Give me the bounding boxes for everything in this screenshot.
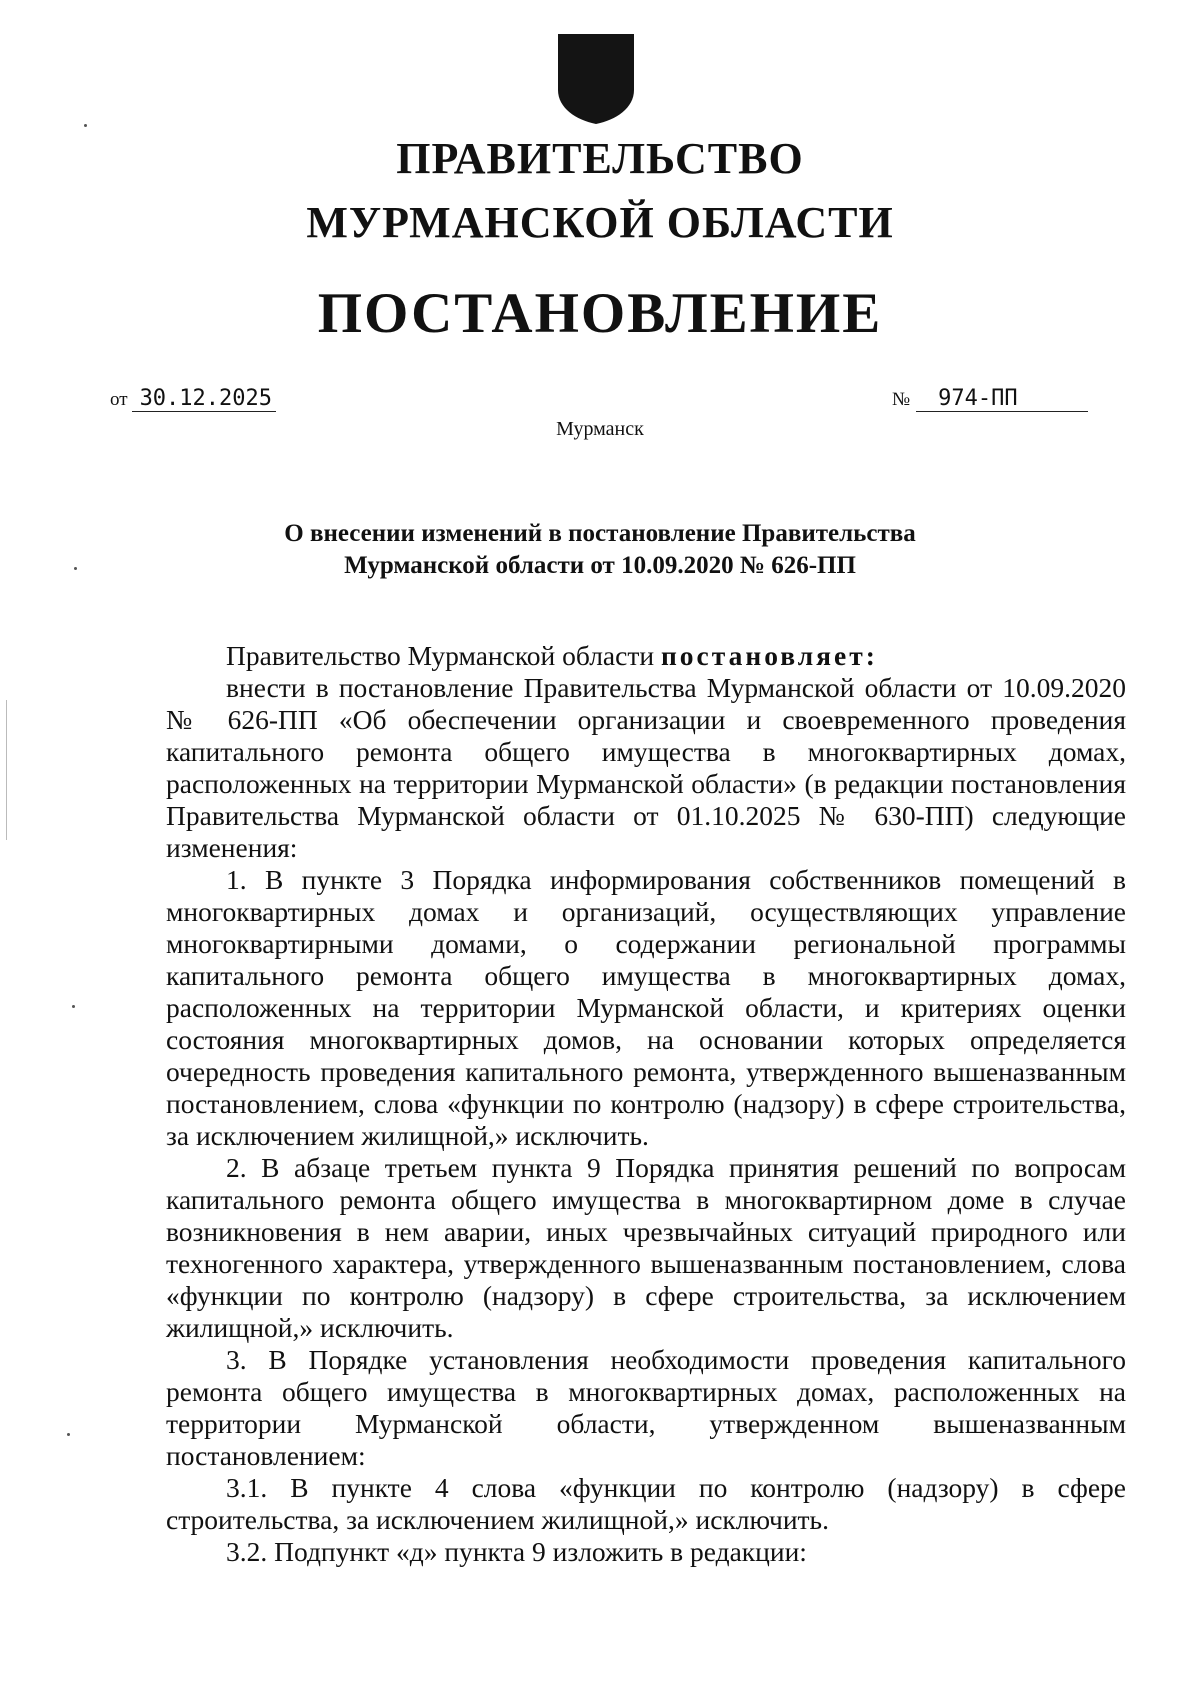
date-value: 30.12.2025 xyxy=(132,386,276,412)
coat-of-arms-icon xyxy=(556,32,636,126)
intro-text: Правительство Мурманской области xyxy=(226,640,661,671)
paragraph-item-3-2: 3.2. Подпункт «д» пункта 9 изложить в редакции: xyxy=(226,1536,807,1567)
subject-line1: О внесении изменений в постановление Правительства xyxy=(284,520,916,547)
scan-margin-line xyxy=(6,700,7,840)
document-body xyxy=(166,640,1126,1568)
paragraph-item-3: 3. В Порядке установления необходимости проведения капитального ремонта общего имущества в многоквартирных домах, расположенных на территории Мурманской области, утвержденном вышеназванным постановлением: xyxy=(166,1344,1126,1471)
document-subject xyxy=(240,518,960,582)
organization-name-line1: ПРАВИТЕЛЬСТВО xyxy=(396,134,804,183)
document-number xyxy=(892,386,1088,412)
scan-speck xyxy=(72,1005,75,1008)
scan-speck xyxy=(84,124,87,127)
city-name: Мурманск xyxy=(556,418,644,440)
paragraph-item-2: 2. В абзаце третьем пункта 9 Порядка принятия решений по вопросам капитального ремонта общего имущества в многоквартирном доме в случае возникновения в нем аварии, иных чрезвычайных ситуаций природного или техногенного характера, утвержденного вышеназванным постановлением, слова «функции по контролю (надзору) в сфере строительства, за исключением жилищной,» исключить. xyxy=(166,1152,1126,1343)
document-date xyxy=(110,386,276,412)
paragraph-item-1: 1. В пункте 3 Порядка информирования собственников помещений в многоквартирных домах и организаций, осуществляющих управление многоквартирными домами, о содержании региональной программы капитального ремонта общего имущества в многоквартирных домах, расположенных на территории Мурманской области, и критериях оценки состояния многоквартирных домов, на основании которых определяется очередность проведения капитального ремонта, утвержденного вышеназванным постановлением, слова «функции по контролю (надзору) в сфере строительства, за исключением жилищной,» исключить. xyxy=(166,864,1126,1151)
subject-line2: Мурманской области от 10.09.2020 № 626-ПП xyxy=(344,552,856,579)
paragraph-item-3-1: 3.1. В пункте 4 слова «функции по контролю (надзору) в сфере строительства, за исключением жилищной,» исключить. xyxy=(166,1472,1126,1535)
organization-name-line2: МУРМАНСКОЙ ОБЛАСТИ xyxy=(306,198,894,247)
paragraph-main: внести в постановление Правительства Мурманской области от 10.09.2020 № 626-ПП «Об обеспечении организации и своевременного проведения капитального ремонта общего имущества в многоквартирных домах, расположенных на территории Мурманской области» (в редакции постановления Правительства Мурманской области от 01.10.2025 № 630-ПП) следующие изменения: xyxy=(166,672,1126,863)
number-value: 974-ПП xyxy=(916,386,1088,412)
scan-speck xyxy=(67,1433,70,1436)
scan-speck xyxy=(74,567,77,570)
intro-resolution-word: постановляет: xyxy=(660,640,878,671)
number-prefix: № xyxy=(892,389,911,410)
intro-paragraph xyxy=(166,640,1126,672)
document-type: ПОСТАНОВЛЕНИЕ xyxy=(317,282,883,345)
date-prefix: от xyxy=(110,389,128,410)
